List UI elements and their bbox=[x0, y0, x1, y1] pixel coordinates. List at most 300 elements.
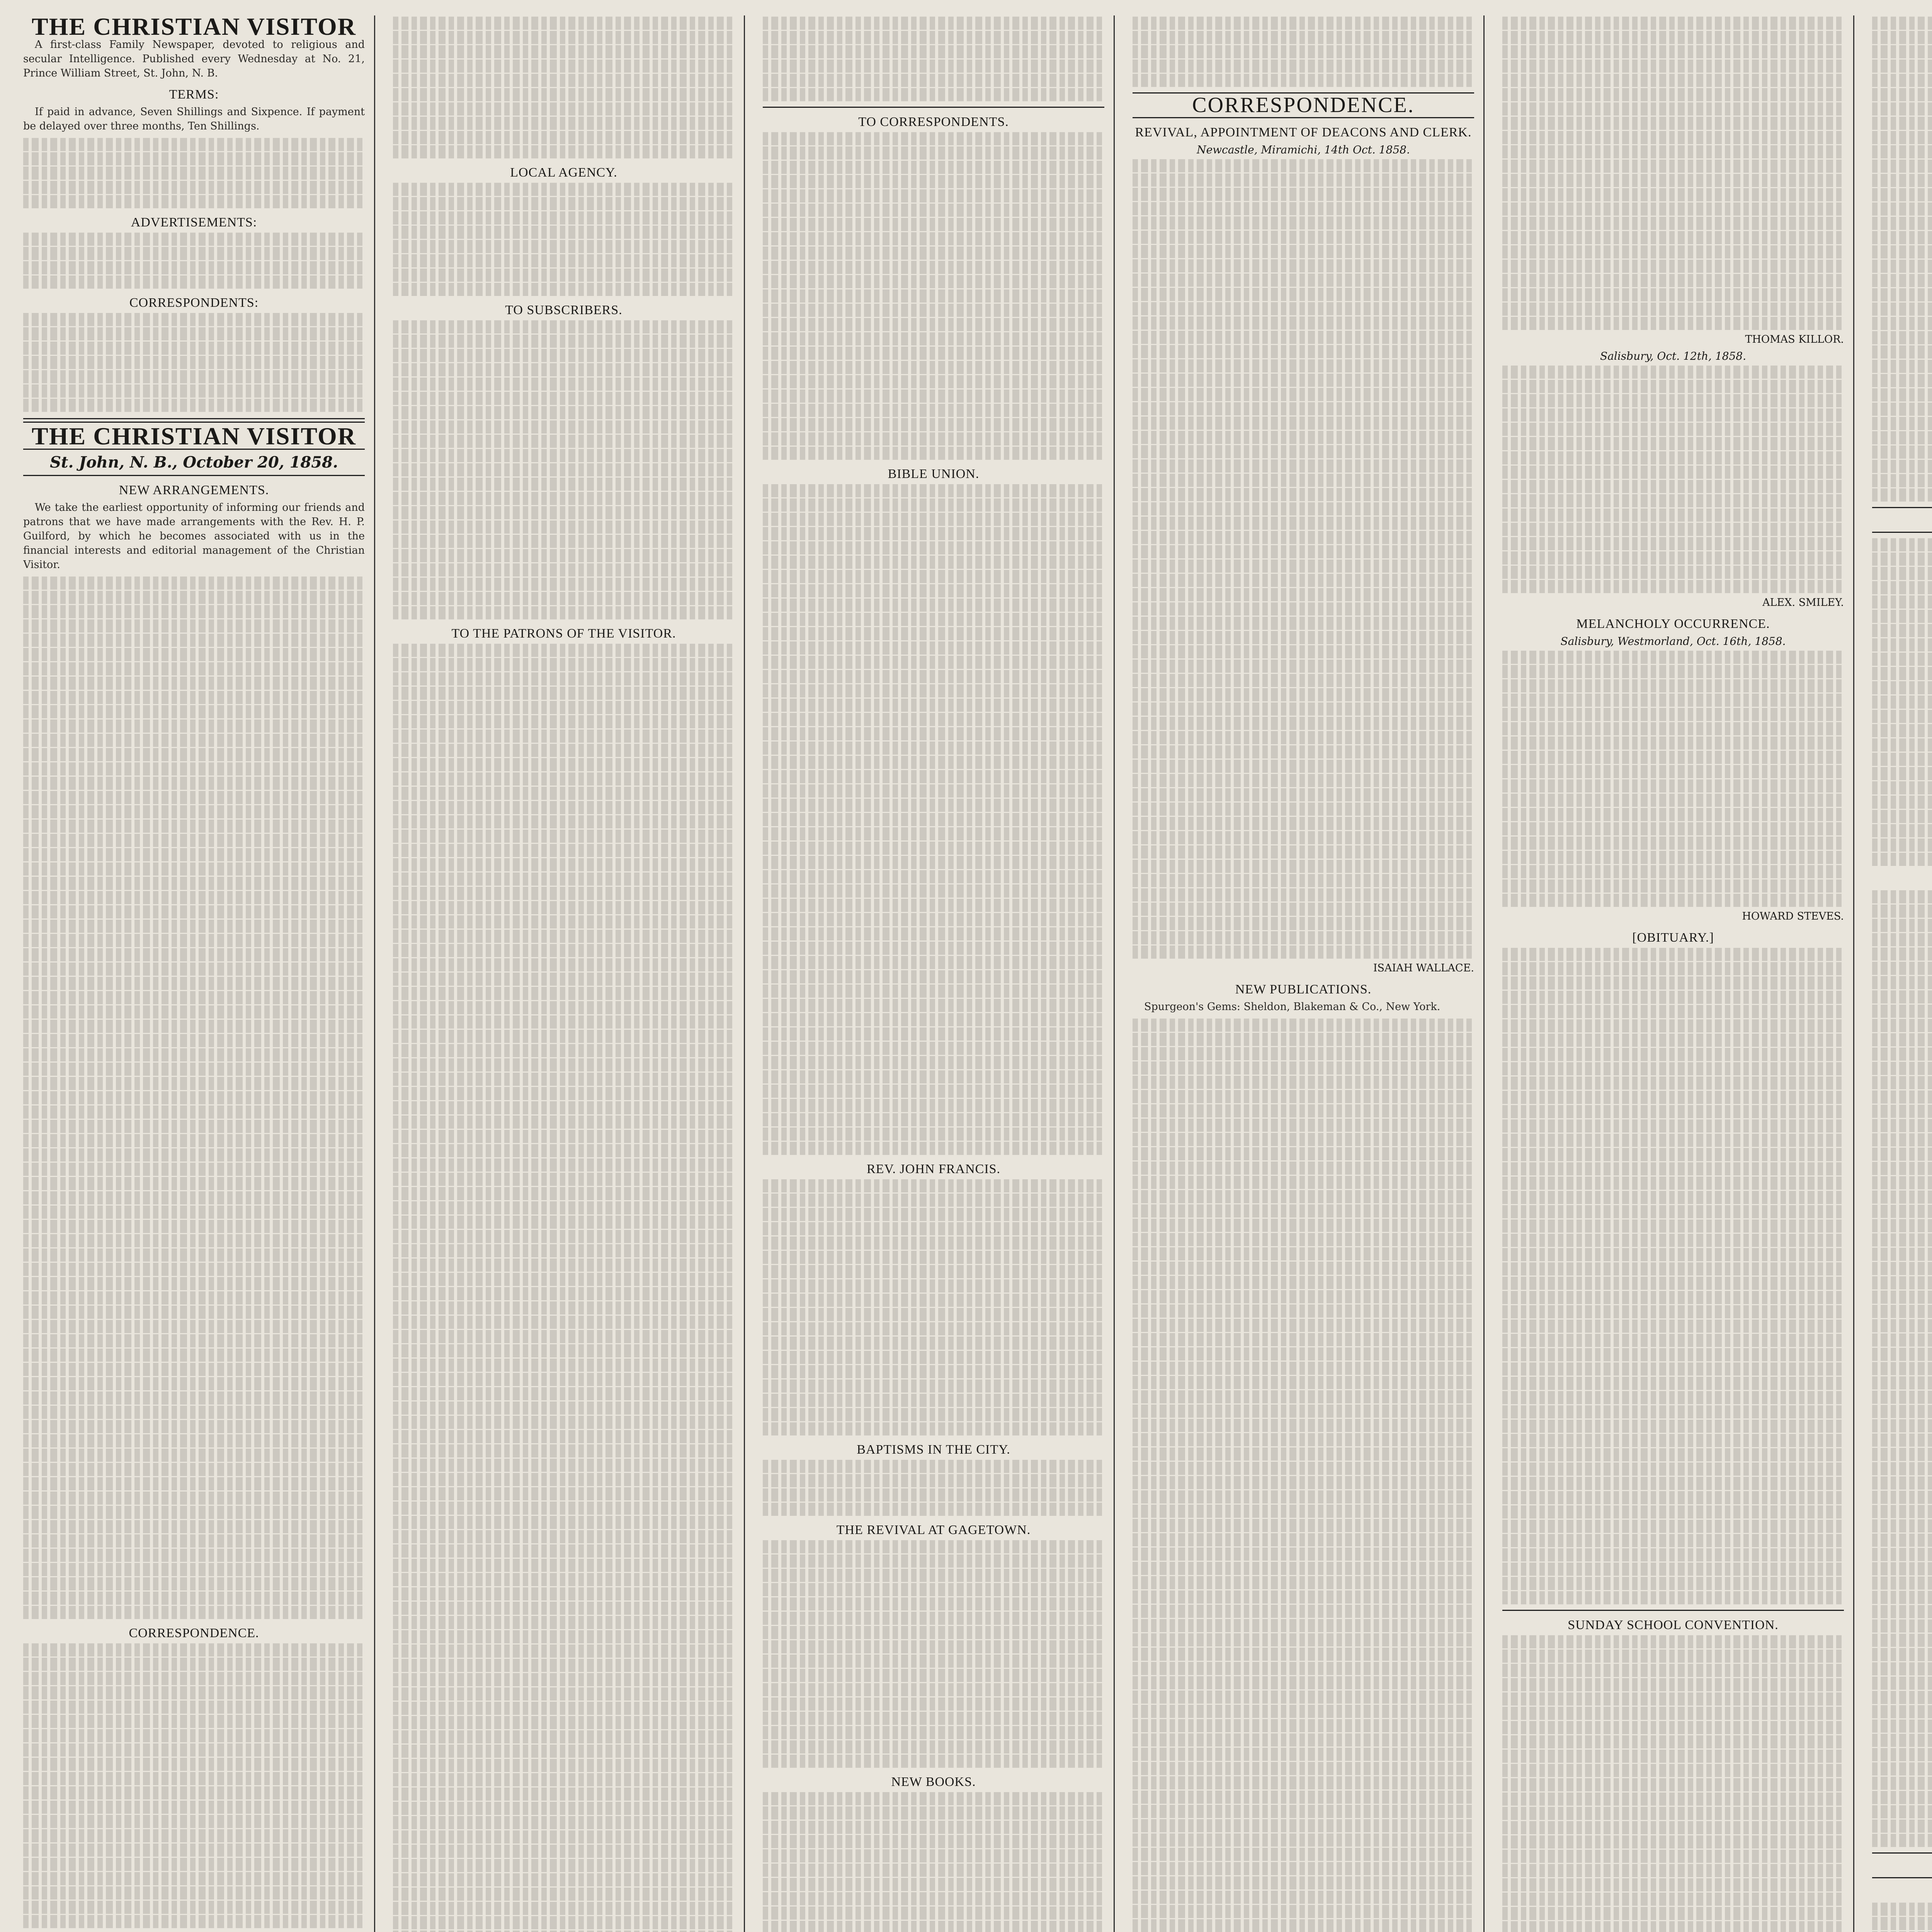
text-line bbox=[23, 791, 365, 804]
text-line bbox=[763, 613, 1104, 626]
column-grid bbox=[23, 15, 1932, 1932]
text-line bbox=[393, 844, 735, 857]
new-books-heading: NEW BOOKS. bbox=[891, 1775, 976, 1789]
text-line bbox=[763, 275, 1104, 288]
text-line bbox=[393, 1173, 735, 1186]
text-line bbox=[1872, 1662, 1932, 1675]
text-line bbox=[1133, 1362, 1474, 1375]
text-line bbox=[1872, 1677, 1932, 1690]
text-line bbox=[1502, 851, 1844, 864]
text-line bbox=[1872, 1917, 1932, 1930]
text-line bbox=[1502, 1750, 1844, 1763]
terms-paragraph: If paid in advance, Seven Shillings and Sixpence. If payment be delayed over three months, Ten Shillings. bbox=[23, 106, 365, 132]
text-line bbox=[1872, 17, 1932, 30]
text-line bbox=[1502, 1821, 1844, 1834]
text-line bbox=[763, 584, 1104, 597]
text-line bbox=[1502, 1505, 1844, 1519]
text-line bbox=[1502, 174, 1844, 187]
text-line bbox=[763, 1142, 1104, 1155]
text-line bbox=[763, 1251, 1104, 1264]
text-line bbox=[23, 1134, 365, 1147]
text-line bbox=[1502, 1262, 1844, 1276]
text-line bbox=[1872, 767, 1932, 780]
text-line bbox=[1502, 1764, 1844, 1777]
text-line bbox=[23, 648, 365, 661]
text-line bbox=[1872, 1162, 1932, 1175]
text-line bbox=[1872, 188, 1932, 201]
text-line bbox=[763, 261, 1104, 274]
text-line bbox=[1133, 1061, 1474, 1075]
text-line bbox=[393, 1344, 735, 1357]
text-line bbox=[1872, 1333, 1932, 1347]
text-line bbox=[1133, 60, 1474, 73]
text-line bbox=[1502, 245, 1844, 259]
text-line bbox=[23, 1829, 365, 1842]
text-line bbox=[1872, 74, 1932, 87]
text-line bbox=[1502, 1721, 1844, 1734]
text-line bbox=[1133, 631, 1474, 644]
text-line bbox=[1502, 1291, 1844, 1304]
text-line bbox=[763, 247, 1104, 260]
text-line bbox=[1502, 794, 1844, 807]
text-line bbox=[1502, 74, 1844, 87]
text-line bbox=[1133, 1176, 1474, 1189]
wallace-signature: ISAIAH WALLACE. bbox=[1373, 962, 1474, 974]
text-line bbox=[1872, 446, 1932, 459]
text-line bbox=[1502, 1091, 1844, 1104]
text-line bbox=[23, 384, 365, 398]
text-line bbox=[393, 973, 735, 986]
text-line bbox=[393, 392, 735, 405]
text-line bbox=[1133, 216, 1474, 230]
text-line bbox=[393, 269, 735, 282]
text-line bbox=[1502, 131, 1844, 144]
text-line bbox=[1133, 1262, 1474, 1275]
text-line bbox=[23, 370, 365, 383]
text-line bbox=[1133, 903, 1474, 916]
text-line bbox=[1133, 417, 1474, 430]
column-1 bbox=[23, 15, 375, 1932]
text-line bbox=[763, 570, 1104, 583]
text-line bbox=[763, 1821, 1104, 1834]
text-line bbox=[1133, 173, 1474, 187]
text-line bbox=[23, 1520, 365, 1533]
text-line bbox=[1133, 388, 1474, 401]
text-line bbox=[1502, 722, 1844, 735]
text-line bbox=[1872, 1348, 1932, 1361]
text-line bbox=[1133, 1876, 1474, 1889]
text-line bbox=[23, 1858, 365, 1871]
text-line bbox=[393, 1873, 735, 1886]
text-line bbox=[763, 1554, 1104, 1568]
revival-heading: REVIVAL, APPOINTMENT OF DEACONS AND CLERK. bbox=[1135, 125, 1472, 139]
text-line bbox=[1133, 1147, 1474, 1160]
text-line bbox=[1502, 1162, 1844, 1175]
text-line bbox=[1133, 1090, 1474, 1103]
text-line bbox=[23, 934, 365, 947]
text-line bbox=[763, 856, 1104, 869]
text-line bbox=[763, 132, 1104, 145]
text-line bbox=[763, 599, 1104, 612]
text-line bbox=[393, 378, 735, 391]
text-line bbox=[1872, 1119, 1932, 1132]
text-line bbox=[23, 1105, 365, 1119]
text-line bbox=[1872, 710, 1932, 723]
text-line bbox=[23, 1506, 365, 1519]
text-line bbox=[763, 432, 1104, 446]
text-line bbox=[1502, 145, 1844, 158]
text-line bbox=[393, 131, 735, 144]
text-line bbox=[1872, 1648, 1932, 1661]
text-line bbox=[393, 901, 735, 914]
text-line bbox=[1133, 1619, 1474, 1632]
new-arrangements-heading: NEW ARRANGEMENTS. bbox=[119, 483, 269, 497]
text-line bbox=[393, 1015, 735, 1029]
text-line bbox=[1872, 288, 1932, 301]
text-line bbox=[1133, 1505, 1474, 1518]
text-line bbox=[23, 634, 365, 647]
text-line bbox=[1872, 403, 1932, 416]
text-line bbox=[1502, 60, 1844, 73]
text-line bbox=[393, 1473, 735, 1486]
text-line bbox=[763, 404, 1104, 417]
text-line bbox=[1872, 31, 1932, 44]
text-line bbox=[1502, 494, 1844, 507]
text-line bbox=[1872, 345, 1932, 359]
text-line bbox=[1872, 796, 1932, 809]
text-line bbox=[1133, 345, 1474, 358]
text-line bbox=[763, 1265, 1104, 1278]
new-york-heading bbox=[1872, 1885, 1932, 1900]
text-line bbox=[1872, 1619, 1932, 1633]
intro-paragraph: A first-class Family Newspaper, devoted to religious and secular Intelligence. Published every Wednesday at No. 21, Prince William Street, St. John, N. B. bbox=[23, 39, 365, 79]
text-line bbox=[393, 335, 735, 348]
text-line bbox=[763, 361, 1104, 374]
text-line bbox=[23, 662, 365, 675]
text-line bbox=[1502, 160, 1844, 173]
text-line bbox=[1502, 437, 1844, 450]
text-line bbox=[763, 1503, 1104, 1516]
text-line bbox=[393, 102, 735, 116]
text-line bbox=[763, 17, 1104, 30]
text-line bbox=[1502, 1835, 1844, 1849]
text-line bbox=[23, 1434, 365, 1447]
text-line bbox=[1872, 738, 1932, 752]
text-line bbox=[1502, 1678, 1844, 1691]
three-days-heading bbox=[1872, 873, 1932, 887]
text-line bbox=[23, 1772, 365, 1785]
text-line bbox=[393, 644, 735, 657]
text-line bbox=[1133, 1447, 1474, 1461]
text-line bbox=[393, 715, 735, 728]
text-line bbox=[23, 1391, 365, 1405]
text-line bbox=[763, 1640, 1104, 1653]
text-line bbox=[1872, 824, 1932, 837]
text-line bbox=[1133, 159, 1474, 172]
text-line bbox=[1133, 560, 1474, 573]
text-line bbox=[1502, 708, 1844, 721]
text-line bbox=[1133, 1290, 1474, 1303]
divider bbox=[23, 475, 365, 476]
text-line bbox=[1133, 531, 1474, 544]
text-line bbox=[393, 1330, 735, 1343]
text-line bbox=[763, 884, 1104, 898]
text-line bbox=[23, 691, 365, 704]
column-6 bbox=[1872, 15, 1932, 1932]
text-line bbox=[1872, 274, 1932, 287]
text-line bbox=[1133, 517, 1474, 530]
text-line bbox=[763, 1042, 1104, 1055]
text-line bbox=[393, 592, 735, 605]
text-line bbox=[1872, 1548, 1932, 1561]
text-line bbox=[763, 913, 1104, 926]
text-line bbox=[393, 1544, 735, 1558]
text-line bbox=[1133, 1519, 1474, 1532]
text-line bbox=[763, 1540, 1104, 1553]
text-line bbox=[1502, 765, 1844, 778]
text-line bbox=[1133, 645, 1474, 658]
text-line bbox=[1872, 781, 1932, 794]
text-line bbox=[1502, 1177, 1844, 1190]
text-line bbox=[23, 1901, 365, 1914]
text-line bbox=[763, 189, 1104, 202]
text-line bbox=[1872, 1276, 1932, 1289]
text-line bbox=[763, 927, 1104, 940]
text-line bbox=[763, 1892, 1104, 1905]
text-line bbox=[393, 1902, 735, 1915]
text-line bbox=[23, 1063, 365, 1076]
text-line bbox=[393, 449, 735, 462]
text-line bbox=[393, 240, 735, 253]
text-line bbox=[1133, 860, 1474, 873]
text-line bbox=[1502, 509, 1844, 522]
text-line bbox=[1872, 653, 1932, 666]
text-line bbox=[1133, 788, 1474, 801]
text-line bbox=[1133, 1104, 1474, 1117]
text-line bbox=[1133, 288, 1474, 301]
text-line bbox=[1502, 1348, 1844, 1361]
text-line bbox=[1133, 1562, 1474, 1575]
text-line bbox=[1133, 1919, 1474, 1932]
text-line bbox=[1872, 202, 1932, 216]
text-line bbox=[763, 556, 1104, 569]
text-line bbox=[1872, 374, 1932, 387]
text-line bbox=[1133, 817, 1474, 830]
spurgeon-line: Spurgeon's Gems: Sheldon, Blakeman & Co., New York. bbox=[1144, 1001, 1440, 1013]
text-line bbox=[1133, 1633, 1474, 1646]
text-line bbox=[393, 31, 735, 44]
text-line bbox=[393, 197, 735, 210]
text-line bbox=[1133, 574, 1474, 587]
text-line bbox=[1502, 1148, 1844, 1161]
text-line bbox=[1133, 1162, 1474, 1175]
text-line bbox=[1133, 459, 1474, 473]
text-line bbox=[1872, 1476, 1932, 1490]
text-line bbox=[23, 1334, 365, 1347]
text-line bbox=[1133, 1219, 1474, 1232]
text-line bbox=[1872, 360, 1932, 373]
text-line bbox=[393, 254, 735, 267]
text-line bbox=[763, 899, 1104, 912]
text-line bbox=[1872, 1362, 1932, 1375]
text-line bbox=[763, 1806, 1104, 1820]
text-line bbox=[1502, 1377, 1844, 1390]
text-line bbox=[23, 1786, 365, 1799]
advertisements-heading: ADVERTISEMENTS: bbox=[131, 215, 257, 230]
text-line bbox=[1133, 1548, 1474, 1561]
text-line bbox=[23, 1758, 365, 1771]
text-line bbox=[1133, 1776, 1474, 1789]
text-line bbox=[1133, 374, 1474, 387]
text-line bbox=[23, 356, 365, 369]
text-line bbox=[1133, 1533, 1474, 1546]
text-line bbox=[1133, 845, 1474, 859]
text-line bbox=[1872, 990, 1932, 1003]
text-line bbox=[1133, 588, 1474, 601]
masthead-small: THE CHRISTIAN VISITOR bbox=[32, 15, 356, 40]
text-line bbox=[1502, 1405, 1844, 1418]
text-line bbox=[1872, 1448, 1932, 1461]
text-line bbox=[23, 977, 365, 990]
text-line bbox=[1502, 779, 1844, 793]
text-line bbox=[393, 772, 735, 786]
text-line bbox=[1133, 1462, 1474, 1475]
text-line bbox=[1502, 1548, 1844, 1561]
text-line bbox=[23, 1248, 365, 1262]
text-line bbox=[23, 1658, 365, 1671]
text-line bbox=[763, 1849, 1104, 1862]
text-line bbox=[23, 1363, 365, 1376]
text-line bbox=[393, 1030, 735, 1043]
text-line bbox=[763, 389, 1104, 403]
text-line bbox=[1872, 553, 1932, 566]
text-line bbox=[23, 619, 365, 633]
sunday-school-heading: SUNDAY SCHOOL CONVENTION. bbox=[1568, 1618, 1779, 1632]
text-line bbox=[763, 627, 1104, 640]
text-line bbox=[23, 167, 365, 180]
text-line bbox=[1133, 917, 1474, 930]
text-line bbox=[763, 146, 1104, 160]
text-line bbox=[1133, 1204, 1474, 1218]
text-line bbox=[1133, 1419, 1474, 1432]
text-line bbox=[1133, 1648, 1474, 1661]
text-line bbox=[1872, 853, 1932, 866]
text-line bbox=[393, 183, 735, 196]
text-line bbox=[763, 31, 1104, 44]
text-line bbox=[1133, 1119, 1474, 1132]
text-line bbox=[393, 1659, 735, 1672]
text-line bbox=[1872, 581, 1932, 594]
text-line bbox=[393, 1616, 735, 1629]
text-line bbox=[393, 1502, 735, 1515]
text-line bbox=[1502, 879, 1844, 893]
text-line bbox=[763, 1128, 1104, 1141]
text-line bbox=[393, 1416, 735, 1429]
text-line bbox=[1502, 1391, 1844, 1404]
text-line bbox=[1872, 1048, 1932, 1061]
text-line bbox=[1872, 667, 1932, 680]
text-line bbox=[1872, 488, 1932, 502]
text-line bbox=[23, 1577, 365, 1590]
text-line bbox=[1133, 674, 1474, 687]
text-line bbox=[1502, 1434, 1844, 1447]
text-line bbox=[1502, 45, 1844, 58]
text-line bbox=[1133, 1233, 1474, 1246]
text-line bbox=[393, 1802, 735, 1815]
text-line bbox=[763, 1322, 1104, 1335]
text-line bbox=[1502, 260, 1844, 273]
text-line bbox=[1872, 933, 1932, 946]
smiley-signature: ALEX. SMILEY. bbox=[1762, 597, 1844, 609]
text-line bbox=[763, 88, 1104, 101]
text-line bbox=[23, 719, 365, 733]
text-line bbox=[1502, 1664, 1844, 1677]
text-line bbox=[1872, 60, 1932, 73]
text-line bbox=[1133, 1833, 1474, 1847]
text-line bbox=[1133, 1019, 1474, 1032]
text-line bbox=[393, 1459, 735, 1472]
text-line bbox=[1872, 1903, 1932, 1916]
text-line bbox=[1133, 874, 1474, 887]
foreign-news-banner bbox=[1872, 507, 1932, 533]
text-line bbox=[1872, 1305, 1932, 1318]
text-line bbox=[1872, 88, 1932, 101]
text-line bbox=[393, 320, 735, 333]
text-line bbox=[1502, 1234, 1844, 1247]
text-line bbox=[1133, 359, 1474, 372]
text-line bbox=[1133, 1791, 1474, 1804]
text-line bbox=[1133, 688, 1474, 701]
text-line bbox=[393, 1101, 735, 1114]
text-line bbox=[1872, 1505, 1932, 1518]
text-line bbox=[1502, 1563, 1844, 1576]
text-line bbox=[1502, 1893, 1844, 1906]
text-line bbox=[1133, 1133, 1474, 1146]
column-2 bbox=[393, 15, 745, 1932]
text-line bbox=[1133, 17, 1474, 30]
text-line bbox=[393, 17, 735, 30]
text-line bbox=[1872, 160, 1932, 173]
text-line bbox=[763, 484, 1104, 497]
text-line bbox=[393, 211, 735, 224]
text-line bbox=[763, 1422, 1104, 1435]
text-line bbox=[1872, 417, 1932, 430]
text-line bbox=[763, 1337, 1104, 1350]
text-line bbox=[1133, 1304, 1474, 1318]
text-line bbox=[1872, 1148, 1932, 1161]
text-line bbox=[1872, 174, 1932, 187]
new-arrangements-paragraph: We take the earliest opportunity of informing our friends and patrons that we have made arrangements with the Rev. H. P. Guilford, by which he becomes associated with us in the financial interests and editorial management of the Christian Visitor. bbox=[23, 502, 365, 571]
text-line bbox=[1502, 88, 1844, 101]
text-line bbox=[1133, 1690, 1474, 1704]
text-line bbox=[23, 1715, 365, 1728]
text-line bbox=[393, 283, 735, 296]
text-line bbox=[1872, 460, 1932, 473]
text-line bbox=[1133, 1719, 1474, 1732]
text-line bbox=[1502, 822, 1844, 835]
text-line bbox=[23, 1915, 365, 1928]
masthead: THE CHRISTIAN VISITOR bbox=[32, 422, 356, 450]
text-line bbox=[393, 1187, 735, 1200]
text-line bbox=[1872, 595, 1932, 609]
text-line bbox=[763, 1740, 1104, 1753]
text-line bbox=[23, 1320, 365, 1333]
text-line bbox=[393, 535, 735, 548]
revival-gagetown-heading: THE REVIVAL AT GAGETOWN. bbox=[836, 1523, 1031, 1537]
text-line bbox=[1133, 803, 1474, 816]
text-line bbox=[763, 1070, 1104, 1083]
text-line bbox=[393, 45, 735, 58]
